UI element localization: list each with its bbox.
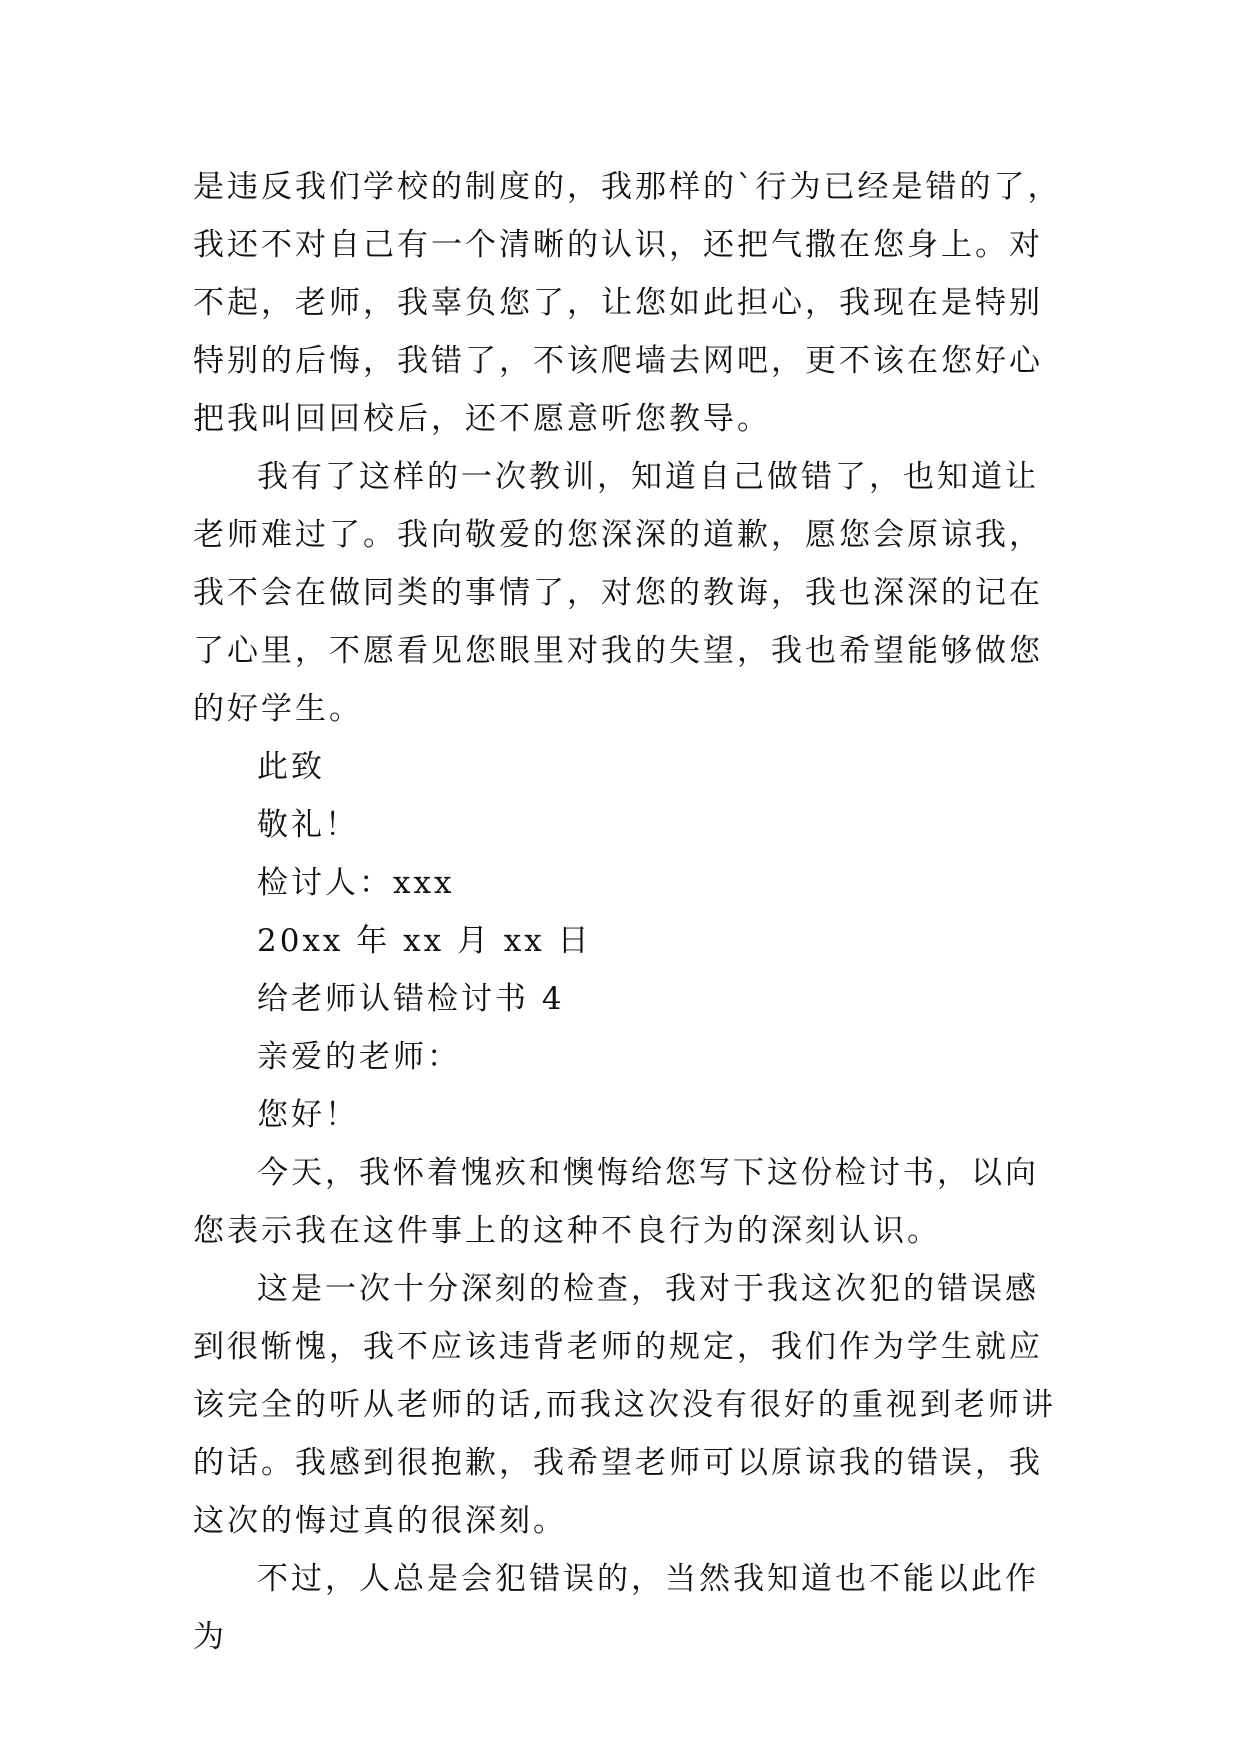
- document-body: [193, 158, 1063, 1666]
- signer-line: 检讨人：xxx: [257, 865, 455, 901]
- closing-salutation: 此致: [257, 749, 325, 785]
- body-paragraph-2: 我有了这样的一次教训，知道自己做错了，也知道让老师难过了。我向敬爱的您深深的道歉，愿您会原谅我，我不会在做同类的事情了，对您的教诲，我也深深的记在了心里，不愿看见您眼里对我的失望，我也希望能够做您的好学生。: [193, 459, 1043, 727]
- greeting-line: 亲爱的老师：: [257, 1039, 461, 1075]
- section-title: 给老师认错检讨书 4: [257, 981, 565, 1017]
- section-paragraph-2: 这是一次十分深刻的检查，我对于我这次犯的错误感到很惭愧，我不应该违背老师的规定，我们作为学生就应该完全的听从老师的话,而我这次没有很好的重视到老师讲的话。我感到很抱歉，我希望老师可以原谅我的错误，我这次的悔过真的很深刻。: [193, 1271, 1056, 1539]
- section-paragraph-3: 不过，人总是会犯错误的，当然我知道也不能以此作为: [193, 1561, 1039, 1655]
- section-paragraph-1: 今天，我怀着愧疚和懊悔给您写下这份检讨书，以向您表示我在这件事上的这种不良行为的深刻认识。: [193, 1155, 1039, 1249]
- closing-respect: 敬礼！: [257, 807, 359, 843]
- date-line: 20xx 年 xx 月 xx 日: [257, 923, 592, 959]
- body-paragraph-1: 是违反我们学校的制度的，我那样的`行为已经是错的了，我还不对自己有一个清晰的认识，还把气撒在您身上。对不起，老师，我辜负您了，让您如此担心，我现在是特别特别的后悔，我错了，不该爬墙去网吧，更不该在您好心把我叫回回校后，还不愿意听您教导。: [193, 169, 1062, 437]
- hello-line: 您好！: [257, 1097, 359, 1133]
